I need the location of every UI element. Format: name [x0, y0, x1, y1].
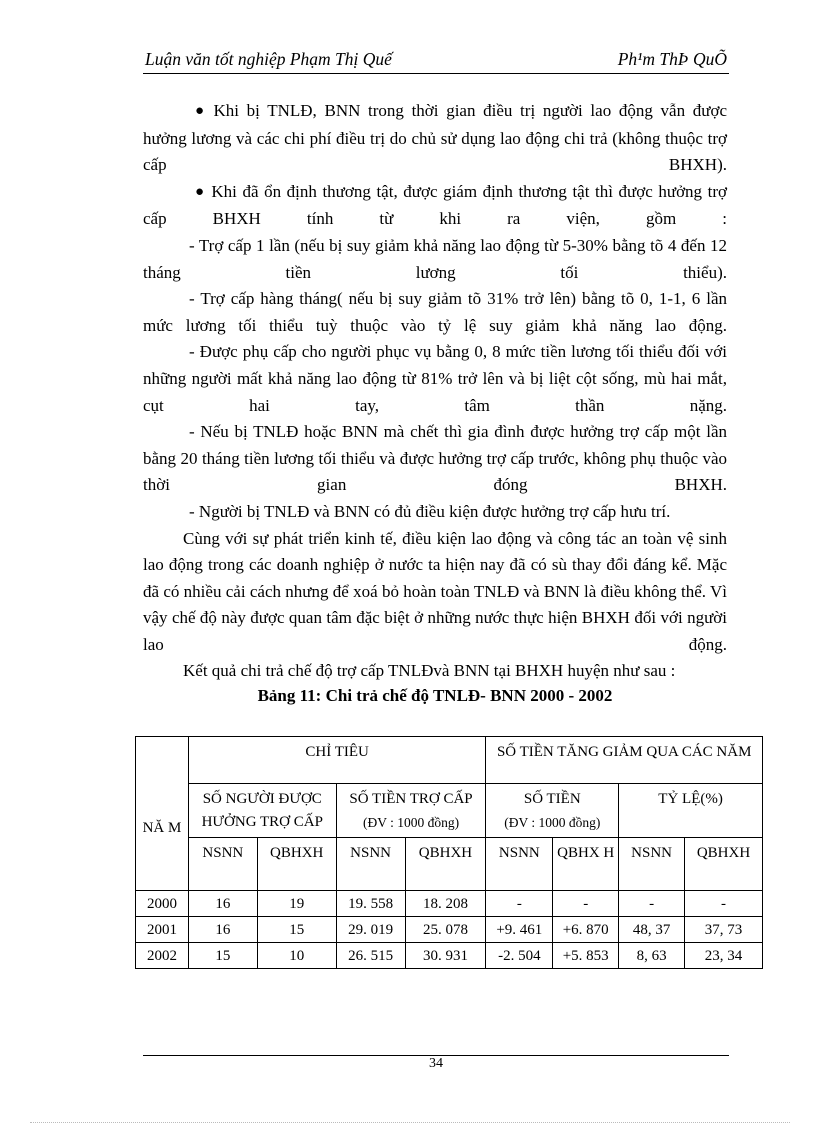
- table-cell: 48, 37: [619, 917, 685, 943]
- table-cell: 16: [188, 917, 257, 943]
- table-cell: 8, 63: [619, 943, 685, 969]
- header-so-tien-label: SỐ TIỀN: [523, 791, 581, 807]
- header-year: NĂ M: [136, 737, 189, 891]
- bullet-1-text: Khi bị TNLĐ, BNN trong thời gian điều trị người lao động vẫn được hưởng lương và các chi phí điều trị do chủ sử dụng lao động chi trả (không thuộc trợ cấp BHXH).: [143, 101, 727, 175]
- header-so-tien: [486, 784, 619, 838]
- table-cell: 23, 34: [685, 943, 763, 969]
- header-so-tien-tro-cap-unit: (ĐV : 1000 đồng): [362, 815, 460, 830]
- paragraph-1: Cùng với sự phát triển kinh tế, điều kiện lao động và công tác an toàn vệ sinh lao động trong các doanh nghiệp ở nước ta hiện nay đã có sù thay đổi đáng kể. Mặc đã có nhiều cải cách nhưng để xoá bỏ hoàn toàn TNLĐ và BNN là điều không thể. Vì vậy chế độ này được quan tâm đặc biệt ở những nước thực hiện BHXH đối với người lao động.: [143, 528, 727, 654]
- table-cell: -: [486, 891, 553, 917]
- table-row: [136, 943, 763, 969]
- subheader-cell: NSNN: [188, 838, 257, 891]
- table-cell: 15: [257, 917, 336, 943]
- page-header: [143, 49, 729, 73]
- table-cell: 37, 73: [685, 917, 763, 943]
- table-subheader-row: [136, 838, 763, 891]
- header-chi-tieu: CHỈ TIÊU: [188, 737, 486, 784]
- header-ty-le: TỶ LỆ(%): [619, 784, 763, 838]
- row-year: 2001: [136, 917, 189, 943]
- subheader-cell: NSNN: [486, 838, 553, 891]
- subheader-cell: QBHXH: [257, 838, 336, 891]
- bullet-icon: ●: [195, 183, 206, 200]
- table-cell: 16: [188, 891, 257, 917]
- paragraph-bullet-1: [143, 98, 727, 179]
- header-right-author: Ph¹m ThÞ QuÕ: [617, 49, 727, 69]
- body-text: [143, 98, 727, 685]
- paragraph-dash-5: - Người bị TNLĐ và BNN có đủ điều kiện được hưởng trợ cấp hưu trí.: [189, 501, 671, 521]
- table-cell: +6. 870: [553, 917, 619, 943]
- table-cell: 19. 558: [336, 891, 405, 917]
- bullet-2-text: Khi đã ổn định thương tật, được giám định thương tật thì được hưởng trợ cấp BHXH tính từ khi ra viện, gồm :: [143, 181, 728, 229]
- table-cell: +5. 853: [553, 943, 619, 969]
- table-cell: -: [685, 891, 763, 917]
- row-year: 2002: [136, 943, 189, 969]
- table-row: [136, 891, 763, 917]
- table-cell: 26. 515: [336, 943, 405, 969]
- data-table: [135, 736, 763, 969]
- table-cell: -: [619, 891, 685, 917]
- table-header-row-2: [136, 784, 763, 838]
- table-cell: -: [553, 891, 619, 917]
- header-so-tien-unit: (ĐV : 1000 đồng): [504, 815, 601, 830]
- subheader-cell: NSNN: [336, 838, 405, 891]
- table-cell: 25. 078: [405, 917, 486, 943]
- subheader-cell: QBHXH: [685, 838, 763, 891]
- page-number: 34: [429, 1056, 443, 1071]
- table-cell: 30. 931: [405, 943, 486, 969]
- table-cell: +9. 461: [486, 917, 553, 943]
- paragraph-dash-3: - Được phụ cấp cho người phục vụ bằng 0, 8 mức tiền lương tối thiểu đối với những người mất khả năng lao động từ 81% trở lên và bị liệt cột sống, mù hai mắt, cụt hai tay, tâm thần nặng.: [143, 342, 727, 415]
- table-cell: 15: [188, 943, 257, 969]
- table-cell: -2. 504: [486, 943, 553, 969]
- table-cell: 10: [257, 943, 336, 969]
- table-title: Bảng 11: Chi trả chế độ TNLĐ- BNN 2000 - 2002: [257, 686, 613, 705]
- paragraph-dash-2: - Trợ cấp hàng tháng( nếu bị suy giảm tõ 31% trở lên) bằng tõ 0, 1-1, 6 lần mức lương tối thiểu tuỳ thuộc vào tỷ lệ suy giảm khả năng lao động.: [143, 289, 727, 335]
- paragraph-2: Kết quả chi trả chế độ trợ cấp TNLĐvà BNN tại BHXH huyện như sau :: [183, 661, 676, 681]
- table-cell: 19: [257, 891, 336, 917]
- header-so-tien-tro-cap-label: SỐ TIỀN TRỢ CẤP: [349, 791, 473, 807]
- table-cell: 18. 208: [405, 891, 486, 917]
- header-left-title: Luận văn tốt nghiệp Phạm Thị Quế: [145, 49, 392, 69]
- header-so-tien-tro-cap: [336, 784, 486, 838]
- table-cell: 29. 019: [336, 917, 405, 943]
- paragraph-bullet-2: [143, 179, 727, 233]
- row-year: 2000: [136, 891, 189, 917]
- header-so-nguoi: SỐ NGƯỜI ĐƯỢC HƯỞNG TRỢ CẤP: [188, 784, 336, 838]
- header-so-tien-tang-giam: SỐ TIỀN TĂNG GIẢM QUA CÁC NĂM: [486, 737, 763, 784]
- table-header-row-1: [136, 737, 763, 784]
- subheader-cell: NSNN: [619, 838, 685, 891]
- paragraph-dash-4: - Nếu bị TNLĐ hoặc BNN mà chết thì gia đình được hưởng trợ cấp một lần bằng 20 tháng tiền lương tối thiểu và được hưởng trợ cấp trước, không phụ thuộc vào thời gian đóng BHXH.: [143, 422, 727, 495]
- bullet-icon: ●: [195, 103, 208, 119]
- paragraph-dash-1: - Trợ cấp 1 lần (nếu bị suy giảm khả năng lao động từ 5-30% bằng tõ 4 đến 12 tháng tiền lương tối thiểu).: [143, 235, 727, 282]
- header-rule: [143, 73, 729, 74]
- subheader-cell: QBHXH: [405, 838, 486, 891]
- subheader-cell: QBHX H: [553, 838, 619, 891]
- table-row: [136, 917, 763, 943]
